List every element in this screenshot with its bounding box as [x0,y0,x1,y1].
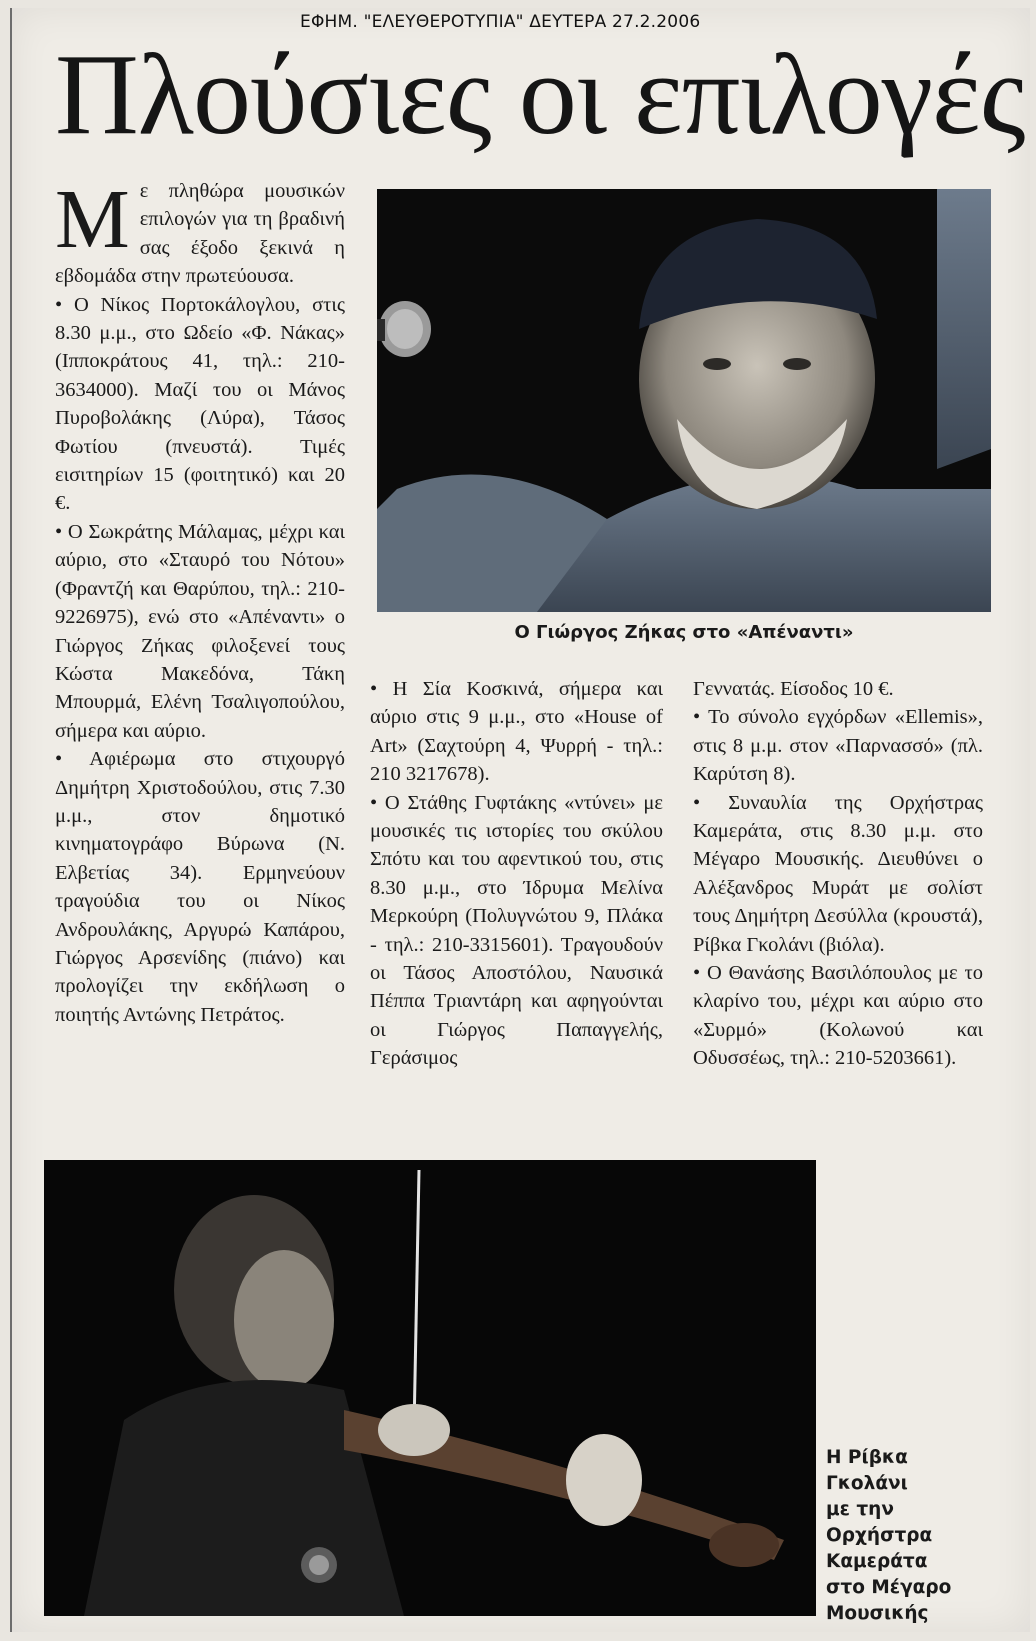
headline: Πλούσιες οι επιλογές [55,31,1025,159]
caption-line: στο Μέγαρο [826,1577,952,1598]
event-item: • Ο Σωκράτης Μάλαμας, μέχρι και αύριο, στο «Σταυρό του Νότου» (Φραντζή και Θαρύπου, τηλ.: 210-9226975), ενώ στο «Απέναντι» ο Γιώργος Ζήκας φιλοξενεί τους Κώστα Μακεδόνα, Τάκη Μπουρμά, Ελένη Τσαλιγοπούλου, σήμερα και αύριο. [55,520,345,742]
event-item: Γεννατάς. Είσοδος 10 €. [693,678,894,700]
drop-cap: Μ [55,173,130,266]
event-item: • Η Σία Κοσκινά, σήμερα και αύριο στις 9 μ.μ., στο «House of Art» (Σαχτούρη 4, Ψυρρή - τηλ.: 210 3217678). [370,678,663,786]
photo-giorgos-zikas [377,189,991,612]
photo-caption-top: Ο Γιώργος Ζήκας στο «Απέναντι» [514,622,854,643]
caption-line: Η Ρίβκα [826,1447,908,1468]
caption-line: Καμεράτα [826,1551,928,1572]
article-column-1 [55,173,345,1029]
event-item: • Ο Θανάσης Βασιλόπουλος με το κλαρίνο του, μέχρι και αύριο στο «Συρμό» (Κολωνού και Οδυσσέως, τηλ.: 210-5203661). [693,962,983,1070]
event-item: • Ο Στάθης Γυφτάκης «ντύνει» με μουσικές τις ιστορίες του σκύλου Σπότυ και του αφεντικού του, στις 8.30 μ.μ., στο Ίδρυμα Μελίνα Μερκούρη (Πολυγνώτου 9, Πλάκα - τηλ.: 210-3315601). Τραγουδούν οι Τάσος Αποστόλου, Ναυσικά Πέππα Τριαντάρη και αφηγούνται οι Γιώργος Παπαγγελής, Γεράσιμος [370,791,663,1070]
event-item: • Το σύνολο εγχόρδων «Ellemis», στις 8 μ.μ. στον «Παρνασσό» (πλ. Καρύτση 8). [693,706,983,786]
event-item: • Συναυλία της Ορχήστρας Καμεράτα, στις 8.30 μ.μ. στο Μέγαρο Μουσικής. Διευθύνει ο Αλέξανδρος Μυράτ με σολίστ τους Δημήτρη Δεσύλλα (κρουστά), Ρίβκα Γκολάνι (βιόλα). [693,791,983,956]
portrait-illustration [377,189,991,612]
photo-rivka-golani [44,1160,816,1616]
event-item: • Αφιέρωμα στο στιχουργό Δημήτρη Χριστοδούλου, στις 7.30 μ.μ., στον δημοτικό κινηματογράφο Βύρωνα (Ν. Ελβετίας 34). Ερμηνεύουν τραγούδια του οι Νίκος Ανδρουλάκης, Αργυρώ Καπάρου, Γιώργος Αρσενίδης (πιάνο) και προλογίζει την εκδήλωση ο ποιητής Αντώνης Πετράτος. [55,748,345,1026]
caption-line: με την [826,1499,894,1520]
event-item: • Ο Νίκος Πορτοκάλογλου, στις 8.30 μ.μ., στο Ωδείο «Φ. Νάκας» (Ιπποκράτους 41, τηλ.: 210-3634000). Μαζί του οι Μάνος Πυροβολάκης (Λύρα), Τάσος Φωτίου (πνευστά). Τιμές εισιτηρίων 15 (φοιτητικό) και 20 €. [55,293,345,515]
violinist-illustration [44,1160,816,1616]
article-column-3 [693,675,983,1073]
caption-line: Μουσικής [826,1603,929,1624]
caption-line: Ορχήστρα [826,1525,933,1546]
photo-caption-bottom [826,1445,1036,1627]
source-line: ΕΦΗΜ. "ΕΛΕΥΘΕΡΟΤΥΠΙΑ" ΔΕΥΤΕΡΑ 27.2.2006 [300,12,701,32]
caption-line: Γκολάνι [826,1473,908,1494]
article-lead: ε πληθώρα μουσικών επιλογών για τη βραδινή σας έξοδο ξεκινά η εβδομάδα στην πρωτεύουσα. [55,180,345,288]
article-column-2 [370,675,663,1073]
